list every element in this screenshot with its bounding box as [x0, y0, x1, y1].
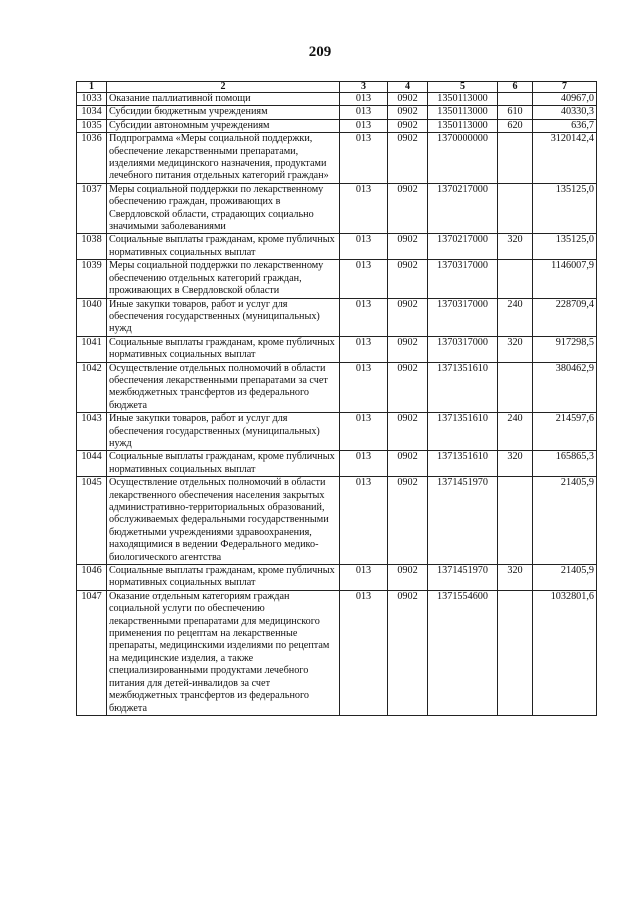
target-article-code: 1371451970 — [428, 565, 498, 591]
section-code: 0902 — [388, 234, 428, 260]
section-code: 0902 — [388, 413, 428, 451]
header-col-1: 1 — [77, 82, 107, 93]
row-number: 1041 — [77, 336, 107, 362]
section-code: 0902 — [388, 93, 428, 106]
table-row — [77, 565, 597, 591]
row-number: 1039 — [77, 260, 107, 298]
row-name: Осуществление отдельных полномочий в области лекарственного обеспечения населения закрытых административно-территориальных образований, обслуживаемых федеральными государственными бюджетными учреждениями здравоохранения, находящимися в ведении Федерального медико-биологического агентства — [107, 477, 340, 565]
target-article-code: 1370217000 — [428, 234, 498, 260]
header-col-7: 7 — [533, 82, 597, 93]
target-article-code: 1370317000 — [428, 260, 498, 298]
row-number: 1035 — [77, 119, 107, 132]
ministry-code: 013 — [340, 451, 388, 477]
page-number: 209 — [308, 44, 332, 60]
expense-type-code: 320 — [498, 451, 533, 477]
section-code: 0902 — [388, 119, 428, 132]
row-name: Иные закупки товаров, работ и услуг для обеспечения государственных (муниципальных) нужд — [107, 298, 340, 336]
target-article-code: 1370000000 — [428, 133, 498, 184]
table-row — [77, 590, 597, 715]
amount: 40330,3 — [533, 106, 597, 119]
section-code: 0902 — [388, 565, 428, 591]
amount: 135125,0 — [533, 234, 597, 260]
table-row — [77, 106, 597, 119]
table-row — [77, 234, 597, 260]
target-article-code: 1350113000 — [428, 119, 498, 132]
table-row — [77, 93, 597, 106]
section-code: 0902 — [388, 590, 428, 715]
table-row — [77, 260, 597, 298]
table-row — [77, 362, 597, 413]
row-number: 1036 — [77, 133, 107, 184]
amount: 214597,6 — [533, 413, 597, 451]
amount: 21405,9 — [533, 565, 597, 591]
header-col-5: 5 — [428, 82, 498, 93]
amount: 228709,4 — [533, 298, 597, 336]
amount: 380462,9 — [533, 362, 597, 413]
amount: 135125,0 — [533, 183, 597, 234]
row-name: Социальные выплаты гражданам, кроме публичных нормативных социальных выплат — [107, 451, 340, 477]
amount: 3120142,4 — [533, 133, 597, 184]
expense-type-code — [498, 183, 533, 234]
ministry-code: 013 — [340, 106, 388, 119]
expense-type-code: 320 — [498, 336, 533, 362]
expense-type-code: 320 — [498, 234, 533, 260]
row-name: Меры социальной поддержки по лекарственному обеспечению граждан, проживающих в Свердловской области, страдающих социально значимыми заболеваниями — [107, 183, 340, 234]
amount: 165865,3 — [533, 451, 597, 477]
table-row — [77, 413, 597, 451]
ministry-code: 013 — [340, 133, 388, 184]
section-code: 0902 — [388, 183, 428, 234]
amount: 636,7 — [533, 119, 597, 132]
expense-type-code — [498, 362, 533, 413]
section-code: 0902 — [388, 106, 428, 119]
amount: 21405,9 — [533, 477, 597, 565]
ministry-code: 013 — [340, 234, 388, 260]
ministry-code: 013 — [340, 590, 388, 715]
expense-type-code — [498, 93, 533, 106]
target-article-code: 1370317000 — [428, 336, 498, 362]
row-number: 1045 — [77, 477, 107, 565]
row-name: Осуществление отдельных полномочий в области обеспечения лекарственными препаратами за счет межбюджетных трансфертов из федерального бюджета — [107, 362, 340, 413]
row-number: 1042 — [77, 362, 107, 413]
ministry-code: 013 — [340, 183, 388, 234]
expense-type-code: 240 — [498, 413, 533, 451]
ministry-code: 013 — [340, 336, 388, 362]
row-name: Оказание паллиативной помощи — [107, 93, 340, 106]
target-article-code: 1371451970 — [428, 477, 498, 565]
header-col-4: 4 — [388, 82, 428, 93]
target-article-code: 1371351610 — [428, 362, 498, 413]
ministry-code: 013 — [340, 119, 388, 132]
header-col-3: 3 — [340, 82, 388, 93]
expense-type-code: 240 — [498, 298, 533, 336]
table-row — [77, 477, 597, 565]
target-article-code: 1370217000 — [428, 183, 498, 234]
section-code: 0902 — [388, 362, 428, 413]
row-number: 1043 — [77, 413, 107, 451]
target-article-code: 1371554600 — [428, 590, 498, 715]
section-code: 0902 — [388, 298, 428, 336]
amount: 1146007,9 — [533, 260, 597, 298]
row-name: Социальные выплаты гражданам, кроме публичных нормативных социальных выплат — [107, 234, 340, 260]
table-row — [77, 119, 597, 132]
row-number: 1034 — [77, 106, 107, 119]
row-number: 1038 — [77, 234, 107, 260]
row-name: Субсидии бюджетным учреждениям — [107, 106, 340, 119]
row-number: 1033 — [77, 93, 107, 106]
row-number: 1037 — [77, 183, 107, 234]
row-number: 1046 — [77, 565, 107, 591]
section-code: 0902 — [388, 133, 428, 184]
ministry-code: 013 — [340, 565, 388, 591]
row-number: 1040 — [77, 298, 107, 336]
target-article-code: 1350113000 — [428, 93, 498, 106]
header-col-2: 2 — [107, 82, 340, 93]
target-article-code: 1371351610 — [428, 413, 498, 451]
expense-type-code: 320 — [498, 565, 533, 591]
ministry-code: 013 — [340, 298, 388, 336]
table-row — [77, 451, 597, 477]
header-col-6: 6 — [498, 82, 533, 93]
target-article-code: 1371351610 — [428, 451, 498, 477]
expense-type-code — [498, 477, 533, 565]
ministry-code: 013 — [340, 413, 388, 451]
table-row — [77, 298, 597, 336]
amount: 917298,5 — [533, 336, 597, 362]
row-name: Иные закупки товаров, работ и услуг для обеспечения государственных (муниципальных) нужд — [107, 413, 340, 451]
expense-type-code: 620 — [498, 119, 533, 132]
section-code: 0902 — [388, 477, 428, 565]
section-code: 0902 — [388, 336, 428, 362]
row-name: Социальные выплаты гражданам, кроме публичных нормативных социальных выплат — [107, 565, 340, 591]
target-article-code: 1370317000 — [428, 298, 498, 336]
table-row — [77, 183, 597, 234]
amount: 1032801,6 — [533, 590, 597, 715]
row-name: Субсидии автономным учреждениям — [107, 119, 340, 132]
ministry-code: 013 — [340, 260, 388, 298]
row-number: 1047 — [77, 590, 107, 715]
target-article-code: 1350113000 — [428, 106, 498, 119]
ministry-code: 013 — [340, 362, 388, 413]
amount: 40967,0 — [533, 93, 597, 106]
expense-type-code — [498, 590, 533, 715]
header-row — [77, 82, 597, 93]
row-name: Меры социальной поддержки по лекарственному обеспечению отдельных категорий граждан, проживающих в Свердловской области — [107, 260, 340, 298]
expense-type-code: 610 — [498, 106, 533, 119]
ministry-code: 013 — [340, 93, 388, 106]
row-name: Оказание отдельным категориям граждан социальной услуги по обеспечению лекарственными препаратами для медицинского применения по рецептам на лекарственные препараты, медицинскими изделиями по рецептам на медицинские изделия, а также специализированными продуктами лечебного питания для детей-инвалидов за счет межбюджетных трансфертов из федерального бюджета — [107, 590, 340, 715]
row-name: Подпрограмма «Меры социальной поддержки, обеспечение лекарственными препаратами, изделиями медицинского назначения, продуктами лечебного питания отдельных категорий граждан» — [107, 133, 340, 184]
row-number: 1044 — [77, 451, 107, 477]
table-body — [77, 93, 597, 716]
ministry-code: 013 — [340, 477, 388, 565]
expense-type-code — [498, 133, 533, 184]
expense-type-code — [498, 260, 533, 298]
table-row — [77, 336, 597, 362]
row-name: Социальные выплаты гражданам, кроме публичных нормативных социальных выплат — [107, 336, 340, 362]
section-code: 0902 — [388, 260, 428, 298]
budget-table — [76, 81, 597, 716]
table-row — [77, 133, 597, 184]
section-code: 0902 — [388, 451, 428, 477]
